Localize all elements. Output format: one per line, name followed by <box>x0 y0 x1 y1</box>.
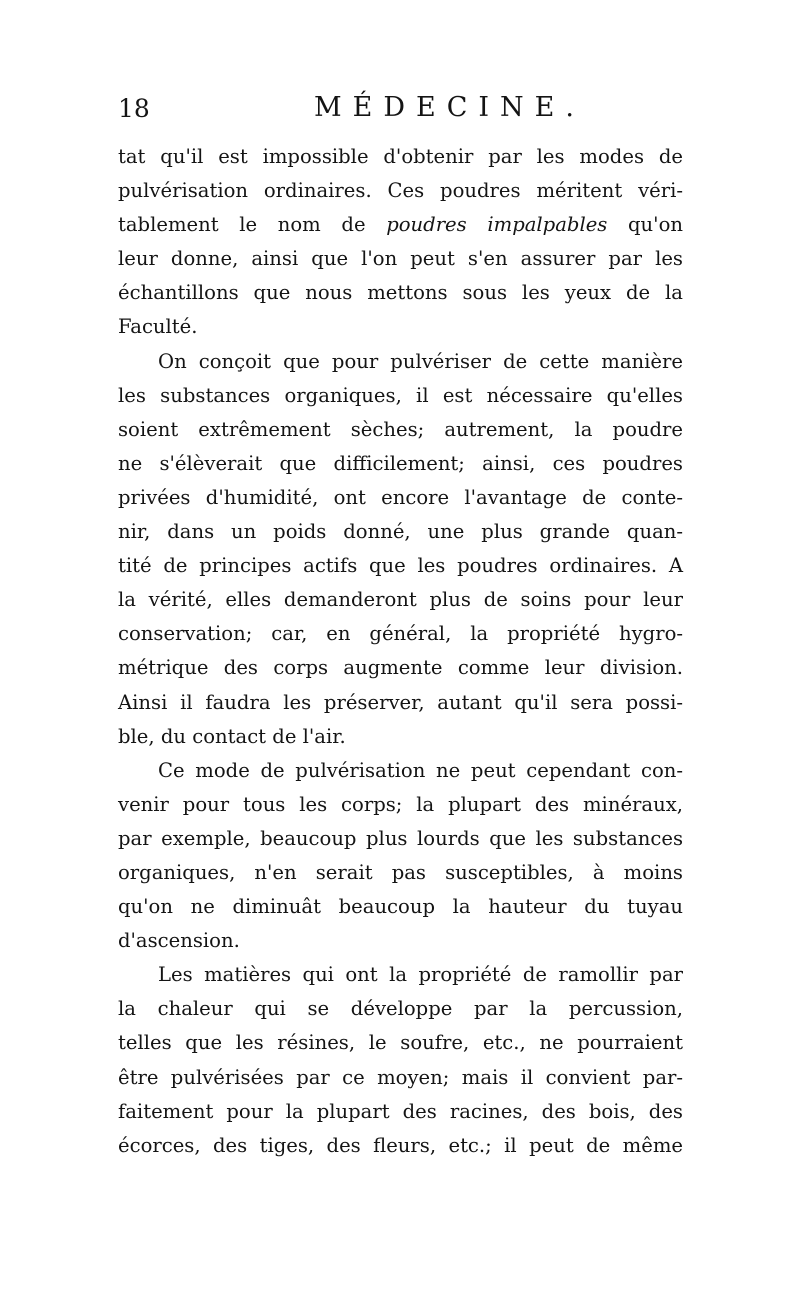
text-line: la chaleur qui se développe par la percussion, <box>118 997 683 1021</box>
text-line: tité de principes actifs que les poudres ordinaires. A <box>118 554 683 578</box>
text-line: Ce mode de pulvérisation ne peut cependant con- <box>158 758 683 782</box>
text-line: par exemple, beaucoup plus lourds que les substances <box>118 826 683 850</box>
text-line: venir pour tous les corps; la plupart des minéraux, <box>118 792 683 816</box>
text-line: la vérité, elles demanderont plus de soins pour leur <box>118 588 683 612</box>
text-line: ne s'élèverait que difficilement; ainsi, ces poudres <box>118 451 683 475</box>
text-line: leur donne, ainsi que l'on peut s'en assurer par les <box>118 247 683 271</box>
text-line: Ainsi il faudra les préserver, autant qu'il sera possi- <box>118 690 683 714</box>
text-line: telles que les résines, le soufre, etc., ne pourraient <box>118 1031 683 1055</box>
text-line: nir, dans un poids donné, une plus grande quan- <box>118 520 683 544</box>
text-line: pulvérisation ordinaires. Ces poudres méritent véri- <box>118 179 683 203</box>
text-line: faitement pour la plupart des racines, des bois, des <box>118 1099 683 1123</box>
text-line: échantillons que nous mettons sous les yeux de la <box>118 281 683 305</box>
page-header <box>118 94 698 128</box>
text-line: Les matières qui ont la propriété de ramollir par <box>158 963 683 987</box>
body-text <box>118 140 683 1163</box>
text-line <box>118 208 683 242</box>
italic-term: poudres impalpables <box>386 213 608 237</box>
text-line: être pulvérisées par ce moyen; mais il convient par- <box>118 1065 683 1089</box>
text-line: les substances organiques, il est nécessaire qu'elles <box>118 383 683 407</box>
text-line: ble, du contact de l'air. <box>118 724 346 748</box>
paragraph <box>118 958 683 1163</box>
text-line: d'ascension. <box>118 929 240 953</box>
running-head: MÉDECINE. <box>314 92 585 123</box>
paragraph <box>118 140 683 345</box>
text-line: Faculté. <box>118 315 198 339</box>
text-line: écorces, des tiges, des fleurs, etc.; il peut de même <box>118 1133 683 1157</box>
text-run: tablement le nom de <box>118 213 387 237</box>
text-line: organiques, n'en serait pas susceptibles, à moins <box>118 860 683 884</box>
paragraph <box>118 754 683 959</box>
text-line: soient extrêmement sèches; autrement, la poudre <box>118 417 683 441</box>
text-line: On conçoit que pour pulvériser de cette manière <box>158 349 683 373</box>
text-line: conservation; car, en général, la propriété hygro- <box>118 622 683 646</box>
text-run: qu'on <box>607 213 683 237</box>
paragraph <box>118 345 683 754</box>
text-line: tat qu'il est impossible d'obtenir par les modes de <box>118 145 683 168</box>
text-line: qu'on ne diminuât beaucoup la hauteur du tuyau <box>118 895 683 919</box>
page-number: 18 <box>118 94 150 123</box>
text-line: métrique des corps augmente comme leur division. <box>118 656 683 680</box>
text-line: privées d'humidité, ont encore l'avantage de conte- <box>118 485 683 509</box>
